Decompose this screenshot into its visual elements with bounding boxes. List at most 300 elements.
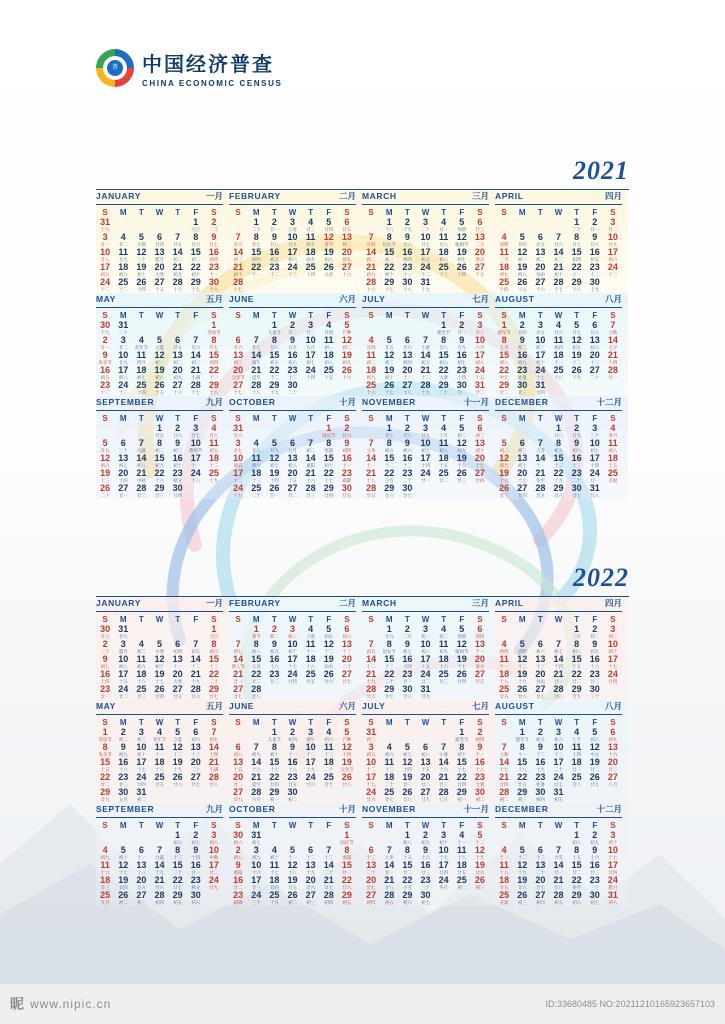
day-cell[interactable] (380, 625, 398, 640)
day-cell[interactable] (283, 773, 301, 788)
day-cell[interactable] (205, 263, 223, 278)
day-cell[interactable] (229, 381, 247, 396)
day-cell[interactable] (338, 321, 356, 336)
day-cell[interactable] (471, 625, 489, 640)
day-cell[interactable] (453, 424, 471, 439)
day-cell[interactable] (471, 876, 489, 891)
day-cell[interactable] (187, 263, 205, 278)
day-cell[interactable] (96, 670, 114, 685)
day-cell[interactable] (114, 876, 132, 891)
day-cell[interactable] (531, 321, 549, 336)
day-cell[interactable] (568, 891, 586, 906)
day-cell[interactable] (283, 743, 301, 758)
day-cell[interactable] (187, 424, 205, 439)
day-cell[interactable] (586, 670, 604, 685)
day-cell[interactable] (96, 454, 114, 469)
day-cell[interactable] (471, 351, 489, 366)
day-cell[interactable] (338, 484, 356, 499)
day-cell[interactable] (398, 424, 416, 439)
day-cell[interactable] (568, 263, 586, 278)
day-cell[interactable] (132, 484, 150, 499)
day-cell[interactable] (453, 439, 471, 454)
day-cell[interactable] (187, 846, 205, 861)
day-cell[interactable] (604, 728, 622, 743)
day-cell[interactable] (495, 891, 513, 906)
day-cell[interactable] (416, 743, 434, 758)
day-cell[interactable] (531, 336, 549, 351)
day-cell[interactable] (114, 263, 132, 278)
day-cell[interactable] (549, 743, 567, 758)
day-cell[interactable] (150, 454, 168, 469)
day-cell[interactable] (568, 655, 586, 670)
day-cell[interactable] (549, 484, 567, 499)
day-cell[interactable] (96, 321, 114, 336)
day-cell[interactable] (531, 891, 549, 906)
day-cell[interactable] (229, 454, 247, 469)
day-cell[interactable] (302, 233, 320, 248)
day-cell[interactable] (302, 625, 320, 640)
day-cell[interactable] (398, 655, 416, 670)
day-cell[interactable] (265, 439, 283, 454)
day-cell[interactable] (513, 846, 531, 861)
day-cell[interactable] (416, 278, 434, 293)
day-cell[interactable] (338, 366, 356, 381)
day-cell[interactable] (205, 218, 223, 233)
day-cell[interactable] (568, 876, 586, 891)
day-cell[interactable] (416, 336, 434, 351)
day-cell[interactable] (338, 233, 356, 248)
day-cell[interactable] (531, 381, 549, 396)
day-cell[interactable] (568, 233, 586, 248)
day-cell[interactable] (416, 248, 434, 263)
day-cell[interactable] (513, 278, 531, 293)
day-cell[interactable] (453, 876, 471, 891)
day-cell[interactable] (362, 743, 380, 758)
day-cell[interactable] (362, 788, 380, 803)
day-cell[interactable] (453, 336, 471, 351)
day-cell[interactable] (531, 685, 549, 700)
day-cell[interactable] (531, 484, 549, 499)
day-cell[interactable] (187, 233, 205, 248)
day-cell[interactable] (320, 640, 338, 655)
day-cell[interactable] (169, 366, 187, 381)
day-cell[interactable] (531, 640, 549, 655)
day-cell[interactable] (302, 351, 320, 366)
day-cell[interactable] (169, 861, 187, 876)
day-cell[interactable] (531, 670, 549, 685)
day-cell[interactable] (380, 439, 398, 454)
day-cell[interactable] (398, 484, 416, 499)
day-cell[interactable] (604, 218, 622, 233)
day-cell[interactable] (247, 366, 265, 381)
day-cell[interactable] (604, 454, 622, 469)
day-cell[interactable] (229, 263, 247, 278)
day-cell[interactable] (229, 861, 247, 876)
day-cell[interactable] (568, 278, 586, 293)
day-cell[interactable] (283, 233, 301, 248)
day-cell[interactable] (114, 743, 132, 758)
day-cell[interactable] (471, 655, 489, 670)
day-cell[interactable] (416, 263, 434, 278)
day-cell[interactable] (586, 773, 604, 788)
day-cell[interactable] (380, 846, 398, 861)
day-cell[interactable] (531, 788, 549, 803)
day-cell[interactable] (531, 278, 549, 293)
day-cell[interactable] (247, 685, 265, 700)
day-cell[interactable] (229, 846, 247, 861)
day-cell[interactable] (338, 439, 356, 454)
day-cell[interactable] (416, 891, 434, 906)
day-cell[interactable] (531, 366, 549, 381)
day-cell[interactable] (96, 278, 114, 293)
day-cell[interactable] (568, 454, 586, 469)
day-cell[interactable] (247, 876, 265, 891)
day-cell[interactable] (205, 439, 223, 454)
day-cell[interactable] (283, 758, 301, 773)
day-cell[interactable] (247, 846, 265, 861)
day-cell[interactable] (416, 233, 434, 248)
day-cell[interactable] (495, 846, 513, 861)
day-cell[interactable] (169, 424, 187, 439)
day-cell[interactable] (320, 484, 338, 499)
day-cell[interactable] (495, 366, 513, 381)
day-cell[interactable] (187, 758, 205, 773)
day-cell[interactable] (380, 743, 398, 758)
day-cell[interactable] (362, 670, 380, 685)
day-cell[interactable] (471, 366, 489, 381)
day-cell[interactable] (150, 484, 168, 499)
day-cell[interactable] (586, 248, 604, 263)
day-cell[interactable] (205, 336, 223, 351)
day-cell[interactable] (398, 861, 416, 876)
day-cell[interactable] (435, 743, 453, 758)
day-cell[interactable] (549, 758, 567, 773)
day-cell[interactable] (362, 876, 380, 891)
day-cell[interactable] (96, 484, 114, 499)
day-cell[interactable] (96, 625, 114, 640)
day-cell[interactable] (320, 469, 338, 484)
day-cell[interactable] (568, 469, 586, 484)
day-cell[interactable] (283, 336, 301, 351)
day-cell[interactable] (398, 773, 416, 788)
day-cell[interactable] (495, 743, 513, 758)
day-cell[interactable] (586, 454, 604, 469)
day-cell[interactable] (531, 773, 549, 788)
day-cell[interactable] (265, 321, 283, 336)
day-cell[interactable] (380, 788, 398, 803)
day-cell[interactable] (114, 233, 132, 248)
day-cell[interactable] (495, 484, 513, 499)
day-cell[interactable] (531, 743, 549, 758)
day-cell[interactable] (229, 336, 247, 351)
day-cell[interactable] (416, 366, 434, 381)
day-cell[interactable] (604, 351, 622, 366)
day-cell[interactable] (604, 876, 622, 891)
day-cell[interactable] (169, 233, 187, 248)
day-cell[interactable] (205, 655, 223, 670)
day-cell[interactable] (205, 625, 223, 640)
day-cell[interactable] (435, 846, 453, 861)
day-cell[interactable] (398, 454, 416, 469)
day-cell[interactable] (549, 846, 567, 861)
day-cell[interactable] (187, 336, 205, 351)
day-cell[interactable] (150, 743, 168, 758)
day-cell[interactable] (283, 655, 301, 670)
day-cell[interactable] (114, 454, 132, 469)
day-cell[interactable] (96, 846, 114, 861)
day-cell[interactable] (187, 773, 205, 788)
day-cell[interactable] (302, 891, 320, 906)
day-cell[interactable] (265, 670, 283, 685)
day-cell[interactable] (398, 831, 416, 846)
day-cell[interactable] (114, 336, 132, 351)
day-cell[interactable] (265, 625, 283, 640)
day-cell[interactable] (416, 876, 434, 891)
day-cell[interactable] (362, 233, 380, 248)
day-cell[interactable] (513, 469, 531, 484)
day-cell[interactable] (604, 321, 622, 336)
day-cell[interactable] (471, 788, 489, 803)
day-cell[interactable] (604, 891, 622, 906)
day-cell[interactable] (338, 351, 356, 366)
day-cell[interactable] (229, 484, 247, 499)
day-cell[interactable] (229, 424, 247, 439)
day-cell[interactable] (247, 351, 265, 366)
day-cell[interactable] (338, 846, 356, 861)
day-cell[interactable] (513, 728, 531, 743)
day-cell[interactable] (531, 846, 549, 861)
day-cell[interactable] (265, 484, 283, 499)
day-cell[interactable] (453, 640, 471, 655)
day-cell[interactable] (283, 321, 301, 336)
day-cell[interactable] (531, 728, 549, 743)
day-cell[interactable] (169, 743, 187, 758)
day-cell[interactable] (114, 788, 132, 803)
day-cell[interactable] (549, 670, 567, 685)
day-cell[interactable] (247, 743, 265, 758)
day-cell[interactable] (114, 366, 132, 381)
day-cell[interactable] (362, 773, 380, 788)
day-cell[interactable] (302, 218, 320, 233)
day-cell[interactable] (495, 248, 513, 263)
day-cell[interactable] (549, 891, 567, 906)
day-cell[interactable] (114, 891, 132, 906)
day-cell[interactable] (495, 876, 513, 891)
day-cell[interactable] (531, 233, 549, 248)
day-cell[interactable] (416, 351, 434, 366)
day-cell[interactable] (471, 233, 489, 248)
day-cell[interactable] (265, 655, 283, 670)
day-cell[interactable] (283, 728, 301, 743)
day-cell[interactable] (531, 469, 549, 484)
day-cell[interactable] (380, 248, 398, 263)
day-cell[interactable] (362, 685, 380, 700)
day-cell[interactable] (471, 640, 489, 655)
day-cell[interactable] (302, 861, 320, 876)
day-cell[interactable] (586, 366, 604, 381)
day-cell[interactable] (398, 891, 416, 906)
day-cell[interactable] (586, 439, 604, 454)
day-cell[interactable] (229, 891, 247, 906)
day-cell[interactable] (265, 728, 283, 743)
day-cell[interactable] (265, 640, 283, 655)
day-cell[interactable] (453, 351, 471, 366)
day-cell[interactable] (380, 366, 398, 381)
day-cell[interactable] (495, 670, 513, 685)
day-cell[interactable] (247, 655, 265, 670)
day-cell[interactable] (338, 263, 356, 278)
day-cell[interactable] (453, 218, 471, 233)
day-cell[interactable] (320, 655, 338, 670)
day-cell[interactable] (416, 655, 434, 670)
day-cell[interactable] (150, 655, 168, 670)
day-cell[interactable] (416, 773, 434, 788)
day-cell[interactable] (416, 685, 434, 700)
day-cell[interactable] (114, 351, 132, 366)
day-cell[interactable] (132, 439, 150, 454)
day-cell[interactable] (302, 846, 320, 861)
day-cell[interactable] (169, 336, 187, 351)
day-cell[interactable] (471, 454, 489, 469)
day-cell[interactable] (495, 233, 513, 248)
day-cell[interactable] (604, 366, 622, 381)
day-cell[interactable] (114, 469, 132, 484)
day-cell[interactable] (205, 670, 223, 685)
day-cell[interactable] (320, 891, 338, 906)
day-cell[interactable] (229, 278, 247, 293)
day-cell[interactable] (187, 248, 205, 263)
day-cell[interactable] (114, 773, 132, 788)
day-cell[interactable] (229, 743, 247, 758)
day-cell[interactable] (435, 218, 453, 233)
day-cell[interactable] (568, 336, 586, 351)
day-cell[interactable] (380, 381, 398, 396)
day-cell[interactable] (398, 758, 416, 773)
day-cell[interactable] (513, 263, 531, 278)
day-cell[interactable] (320, 321, 338, 336)
day-cell[interactable] (586, 743, 604, 758)
day-cell[interactable] (302, 484, 320, 499)
day-cell[interactable] (229, 439, 247, 454)
day-cell[interactable] (247, 625, 265, 640)
day-cell[interactable] (398, 469, 416, 484)
day-cell[interactable] (150, 685, 168, 700)
day-cell[interactable] (265, 861, 283, 876)
day-cell[interactable] (187, 469, 205, 484)
day-cell[interactable] (187, 876, 205, 891)
day-cell[interactable] (435, 655, 453, 670)
day-cell[interactable] (495, 469, 513, 484)
day-cell[interactable] (169, 640, 187, 655)
day-cell[interactable] (96, 655, 114, 670)
day-cell[interactable] (586, 321, 604, 336)
day-cell[interactable] (435, 773, 453, 788)
day-cell[interactable] (435, 758, 453, 773)
day-cell[interactable] (435, 788, 453, 803)
day-cell[interactable] (398, 743, 416, 758)
day-cell[interactable] (380, 891, 398, 906)
day-cell[interactable] (96, 743, 114, 758)
day-cell[interactable] (247, 758, 265, 773)
day-cell[interactable] (380, 861, 398, 876)
day-cell[interactable] (495, 655, 513, 670)
day-cell[interactable] (513, 670, 531, 685)
day-cell[interactable] (362, 469, 380, 484)
day-cell[interactable] (283, 484, 301, 499)
day-cell[interactable] (302, 248, 320, 263)
day-cell[interactable] (96, 640, 114, 655)
day-cell[interactable] (453, 655, 471, 670)
day-cell[interactable] (338, 670, 356, 685)
day-cell[interactable] (169, 278, 187, 293)
day-cell[interactable] (416, 469, 434, 484)
day-cell[interactable] (453, 758, 471, 773)
day-cell[interactable] (132, 891, 150, 906)
day-cell[interactable] (320, 454, 338, 469)
day-cell[interactable] (531, 861, 549, 876)
day-cell[interactable] (604, 831, 622, 846)
day-cell[interactable] (471, 336, 489, 351)
day-cell[interactable] (495, 336, 513, 351)
day-cell[interactable] (283, 788, 301, 803)
day-cell[interactable] (283, 351, 301, 366)
day-cell[interactable] (187, 685, 205, 700)
day-cell[interactable] (453, 831, 471, 846)
day-cell[interactable] (549, 424, 567, 439)
day-cell[interactable] (416, 424, 434, 439)
day-cell[interactable] (247, 454, 265, 469)
day-cell[interactable] (283, 625, 301, 640)
day-cell[interactable] (132, 655, 150, 670)
day-cell[interactable] (96, 381, 114, 396)
day-cell[interactable] (247, 381, 265, 396)
day-cell[interactable] (549, 248, 567, 263)
day-cell[interactable] (604, 743, 622, 758)
day-cell[interactable] (320, 846, 338, 861)
day-cell[interactable] (302, 876, 320, 891)
day-cell[interactable] (586, 233, 604, 248)
day-cell[interactable] (398, 381, 416, 396)
day-cell[interactable] (453, 233, 471, 248)
day-cell[interactable] (435, 469, 453, 484)
day-cell[interactable] (586, 655, 604, 670)
day-cell[interactable] (495, 381, 513, 396)
day-cell[interactable] (531, 351, 549, 366)
day-cell[interactable] (362, 728, 380, 743)
day-cell[interactable] (132, 248, 150, 263)
day-cell[interactable] (513, 454, 531, 469)
day-cell[interactable] (513, 640, 531, 655)
day-cell[interactable] (568, 743, 586, 758)
day-cell[interactable] (132, 469, 150, 484)
day-cell[interactable] (320, 876, 338, 891)
day-cell[interactable] (604, 773, 622, 788)
day-cell[interactable] (150, 366, 168, 381)
day-cell[interactable] (549, 336, 567, 351)
day-cell[interactable] (205, 321, 223, 336)
day-cell[interactable] (549, 773, 567, 788)
day-cell[interactable] (338, 876, 356, 891)
day-cell[interactable] (586, 876, 604, 891)
day-cell[interactable] (513, 366, 531, 381)
day-cell[interactable] (380, 424, 398, 439)
day-cell[interactable] (187, 454, 205, 469)
day-cell[interactable] (398, 876, 416, 891)
day-cell[interactable] (338, 743, 356, 758)
day-cell[interactable] (362, 439, 380, 454)
day-cell[interactable] (338, 773, 356, 788)
day-cell[interactable] (338, 424, 356, 439)
